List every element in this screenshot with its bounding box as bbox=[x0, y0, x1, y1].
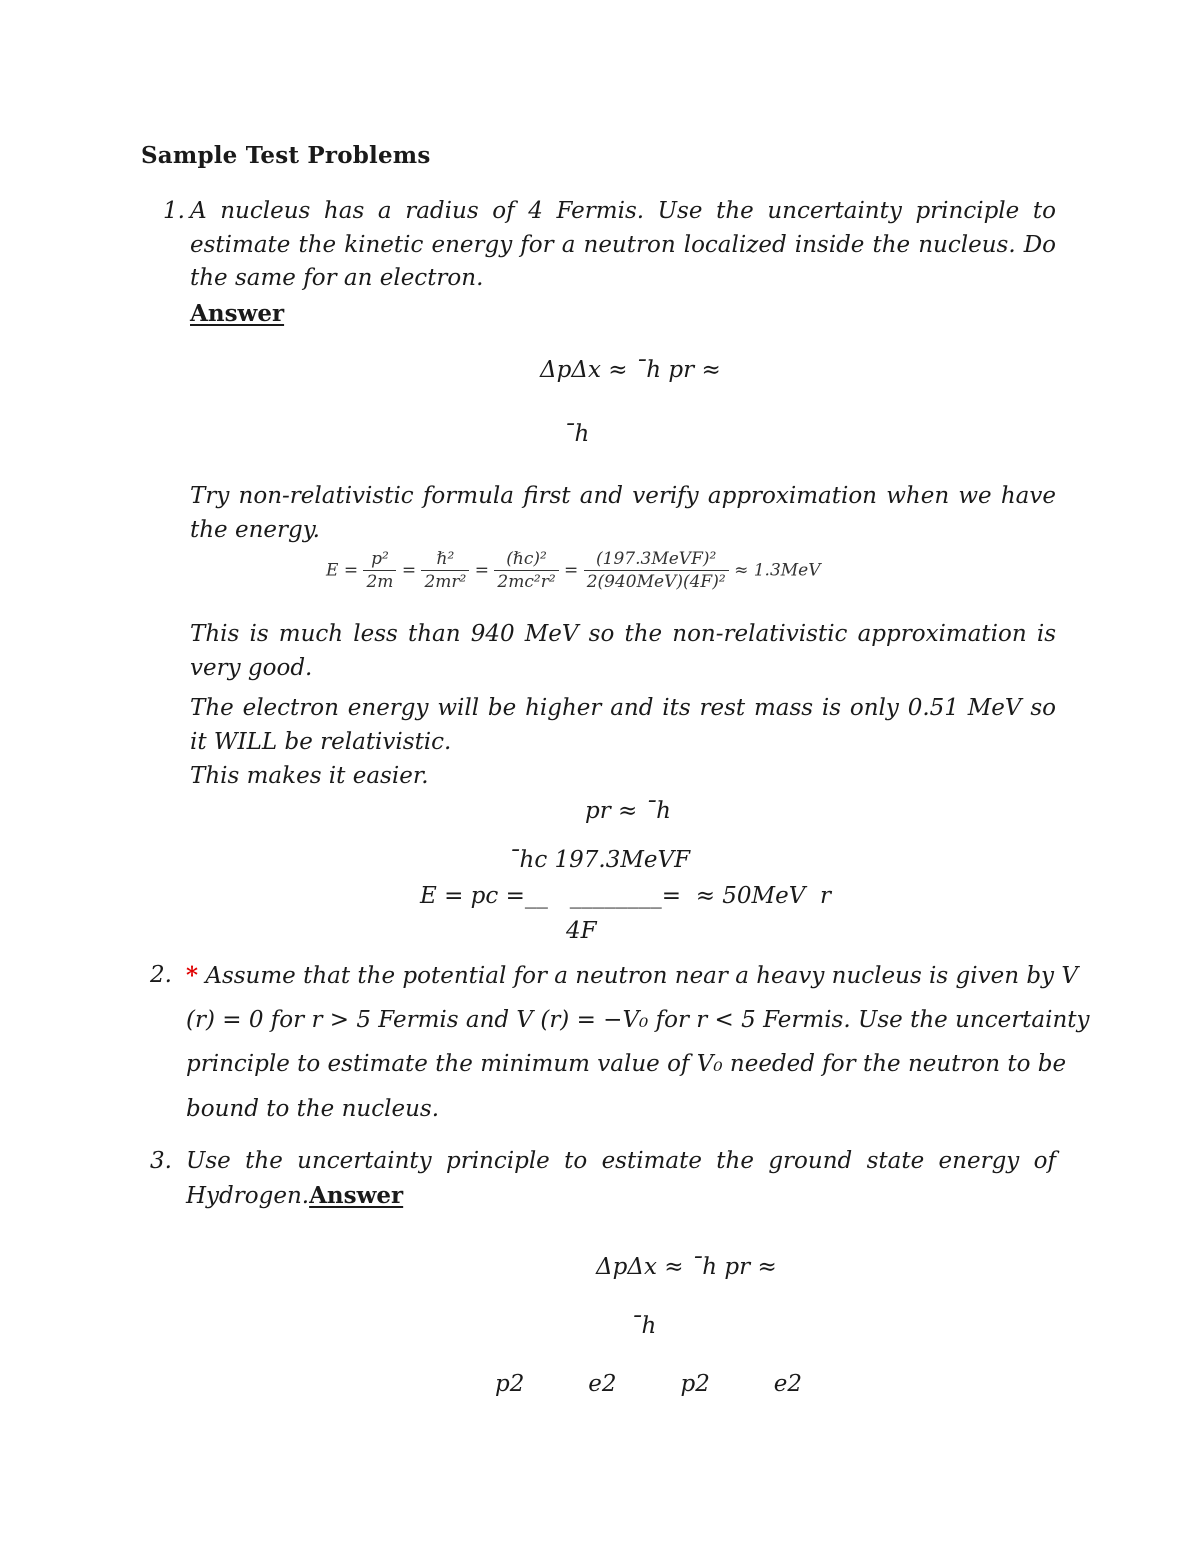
problem-1-answer-wrap bbox=[190, 297, 284, 332]
problem-3-text-wrap bbox=[186, 1145, 1056, 1213]
fraction-numeric bbox=[584, 548, 729, 593]
page-title: Sample Test Problems bbox=[141, 142, 431, 169]
frac-denominator: 2(940MeV)(4F)² bbox=[586, 572, 726, 592]
energy-lhs: E = bbox=[326, 560, 359, 581]
hydrogen-energy-terms: p2 e2 p2 e2 bbox=[495, 1371, 803, 1397]
problem-2-line-4: bound to the nucleus. bbox=[186, 1096, 440, 1122]
much-less-text: This is much less than 940 MeV so the non-relativistic approximation is very good. bbox=[190, 621, 1056, 681]
problem-3-number: 3. bbox=[150, 1148, 172, 1174]
frac-denominator: 2mc²r² bbox=[497, 572, 556, 592]
problem-1-answer-label: Answer bbox=[190, 300, 285, 327]
problem-2-line-2: (r) = 0 for r > 5 Fermis and V (r) = −V₀ for r < 5 Fermis. Use the uncertainty bbox=[186, 1007, 1090, 1033]
electron-energy-equation: E = pc =__ ________= ≈ 50MeV r bbox=[420, 883, 831, 909]
electron-energy-text: The electron energy will be higher and its rest mass is only 0.51 MeV so it WILL be relativistic. bbox=[190, 695, 1056, 755]
try-nonrelativistic-text: Try non-relativistic formula first and verify approximation when we have the energy. bbox=[190, 483, 1056, 543]
problem-2-line-3: principle to estimate the minimum value of V₀ needed for the neutron to be bbox=[186, 1051, 1067, 1077]
problem-1-text: A nucleus has a radius of 4 Fermis. Use the uncertainty principle to estimate the kinetic energy for a neutron localized inside the nucleus. Do the same for an electron. bbox=[190, 198, 1056, 291]
frac-numerator: ℏ² bbox=[421, 548, 469, 571]
frac-numerator: p² bbox=[363, 548, 396, 571]
denominator-4f: 4F bbox=[566, 918, 597, 944]
relativistic-momentum-equation: pr ≈ ˉh bbox=[585, 798, 671, 824]
energy-result: ≈ 1.3MeV bbox=[734, 560, 821, 581]
uncertainty-equation: ΔpΔx ≈ ˉh pr ≈ bbox=[540, 357, 721, 383]
problem-3-text: Use the uncertainty principle to estimate the ground state energy of Hydrogen. bbox=[186, 1148, 1056, 1209]
problem-2-line-1: Assume that the potential for a neutron near a heavy nucleus is given by V bbox=[205, 963, 1078, 989]
fraction-hbarc2 bbox=[494, 548, 558, 593]
frac-numerator: (ℏc)² bbox=[494, 548, 558, 571]
equals-sign: = bbox=[474, 560, 490, 581]
uncertainty-equation-h: ΔpΔx ≈ ˉh pr ≈ bbox=[596, 1254, 777, 1280]
fraction-p2-2m bbox=[363, 548, 396, 593]
hbar-line: ˉh bbox=[563, 421, 590, 447]
star-icon: * bbox=[186, 962, 199, 989]
frac-numerator: (197.3MeVF)² bbox=[584, 548, 729, 571]
easier-text: This makes it easier. bbox=[190, 763, 429, 789]
equals-sign: = bbox=[401, 560, 417, 581]
problem-1-number: 1. bbox=[163, 198, 185, 224]
hbar-line-h: ˉh bbox=[630, 1313, 657, 1339]
problem-3-answer-label: Answer bbox=[309, 1181, 404, 1209]
hbar-c-numerator: ˉhc 197.3MeVF bbox=[508, 847, 691, 873]
energy-formula bbox=[326, 548, 821, 593]
problem-2-line-1-wrap bbox=[186, 959, 1078, 994]
frac-denominator: 2mr² bbox=[424, 572, 467, 592]
problem-2-number: 2. bbox=[150, 962, 172, 988]
fraction-hbar2-2mr2 bbox=[421, 548, 469, 593]
frac-denominator: 2m bbox=[366, 572, 394, 592]
equals-sign: = bbox=[564, 560, 579, 581]
